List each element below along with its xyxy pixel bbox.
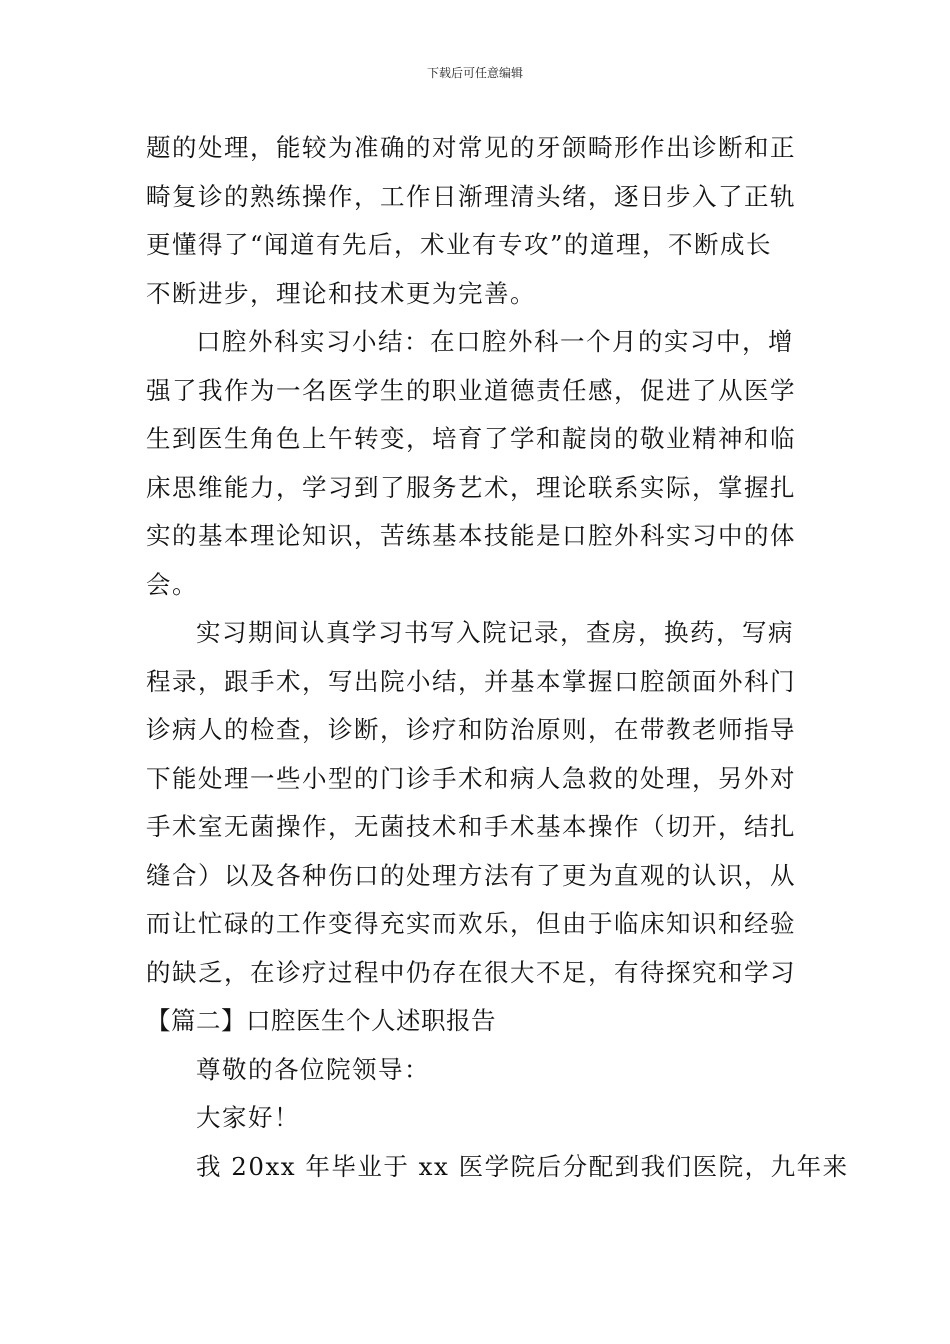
text-line: 会。	[146, 569, 198, 599]
text-line: 我 20xx 年毕业于 xx 医学院后分配到我们医院，九年来	[196, 1151, 849, 1181]
text-line: 床思维能力，学习到了服务艺术，理论联系实际，掌握扎	[146, 472, 796, 502]
text-line: 实的基本理论知识，苦练基本技能是口腔外科实习中的体	[146, 521, 796, 550]
text-line: 下能处理一些小型的门诊手术和病人急救的处理，另外对	[146, 763, 796, 793]
text-line: 实习期间认真学习书写入院记录，查房，换药，写病	[196, 618, 794, 647]
text-line: 手术室无菌操作，无菌技术和手术基本操作（切开，结扎	[146, 812, 796, 841]
text-line: 生到医生角色上午转变，培育了学和靛岗的敬业精神和临	[146, 424, 796, 453]
text-line: 不断进步，理论和技术更为完善。	[146, 278, 536, 308]
text-line: 的缺乏，在诊疗过程中仍存在很大不足，有待探究和学习	[146, 957, 796, 987]
text-line: 程录，跟手术，写出院小结，并基本掌握口腔颌面外科门	[146, 666, 796, 696]
page-header-note: 下载后可任意编辑	[426, 66, 523, 80]
text-line: 强了我作为一名医学生的职业道德责任感，促进了从医学	[146, 375, 796, 405]
text-line: 畸复诊的熟练操作，工作日渐理清头绪，逐日步入了正轨	[146, 181, 796, 211]
text-line: 诊病人的检查，诊断，诊疗和防治原则，在带教老师指导	[146, 715, 796, 744]
text-line: 尊敬的各位院领导：	[196, 1054, 430, 1084]
text-line: 而让忙碌的工作变得充实而欢乐，但由于临床知识和经验	[146, 909, 796, 938]
section-heading: 【篇二】口腔医生个人述职报告	[146, 1006, 496, 1035]
text-line: 题的处理，能较为准确的对常见的牙颌畸形作出诊断和正	[146, 133, 796, 162]
text-line: 口腔外科实习小结：在口腔外科一个月的实习中，增	[196, 327, 794, 356]
text-line: 大家好！	[196, 1103, 300, 1132]
document-body	[146, 124, 849, 1191]
text-line: 缝合）以及各种伤口的处理方法有了更为直观的认识，从	[146, 860, 796, 890]
text-line: 更懂得了“闻道有先后，术业有专攻”的道理，不断成长	[146, 230, 773, 259]
